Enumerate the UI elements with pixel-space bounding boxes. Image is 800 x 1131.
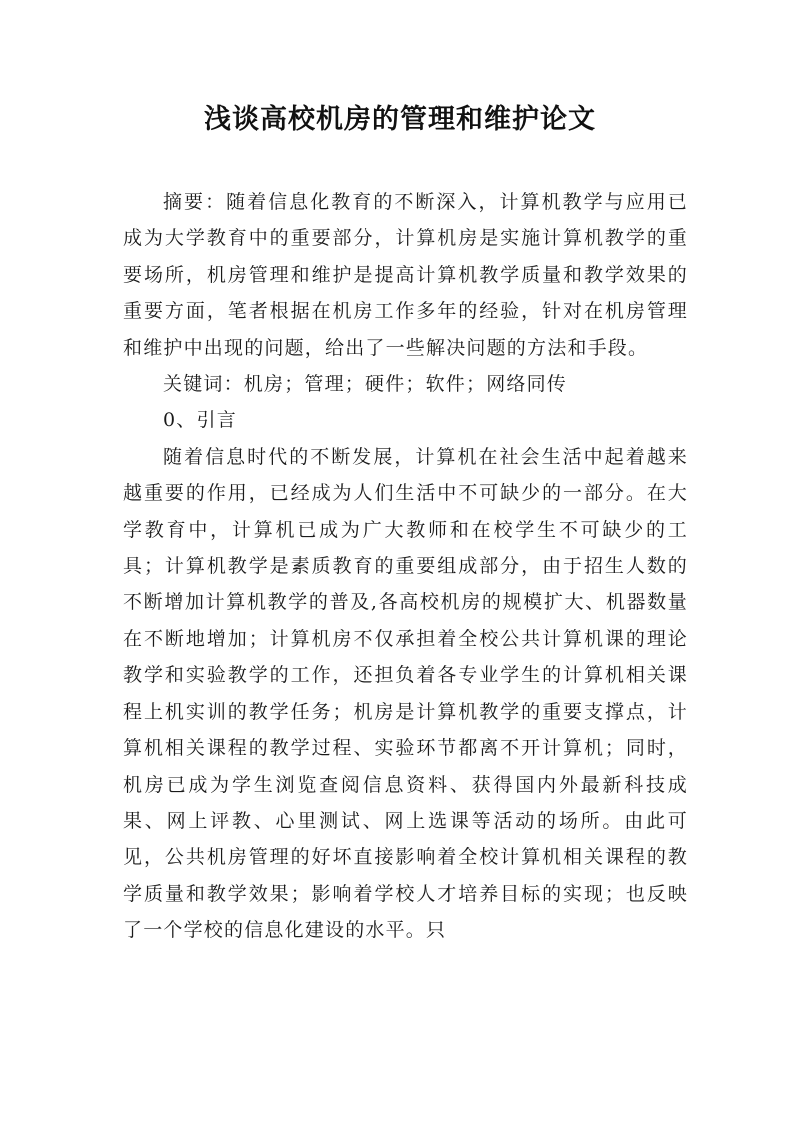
document-title: 浅谈高校机房的管理和维护论文 (204, 104, 596, 135)
keywords-paragraph: 关键词：机房；管理；硬件；软件；网络同传 (163, 373, 568, 396)
section-heading-introduction: 0、引言 (163, 409, 237, 432)
introduction-paragraph: 随着信息时代的不断发展，计算机在社会生活中起着越来越重要的作用，已经成为人们生活中不可缺少的一部分。在大学教育中，计算机已成为广大教师和在校学生不可缺少的工具；计算机教学是素质教育的重要组成部分，由于招生人数的不断增加计算机教学的普及,各高校机房的规模扩大、机器数量在不断地增加；计算机房不仅承担着全校公共计算机课的理论教学和实验教学的工作，还担负着各专业学生的计算机相关课程上机实训的教学任务；机房是计算机教学的重要支撑点，计算机相关课程的教学过程、实验环节都离不开计算机；同时，机房已成为学生浏览查阅信息资料、获得国内外最新科技成果、网上评教、心里测试、网上选课等活动的场所。由此可见，公共机房管理的好坏直接影响着全校计算机相关课程的教学质量和教学效果；影响着学校人才培养目标的实现；也反映了一个学校的信息化建设的水平。只 (123, 445, 688, 942)
document-body (123, 184, 688, 949)
abstract-paragraph: 摘要：随着信息化教育的不断深入，计算机教学与应用已成为大学教育中的重要部分，计算机房是实施计算机教学的重要场所，机房管理和维护是提高计算机教学质量和教学效果的重要方面，笔者根据在机房工作多年的经验，针对在机房管理和维护中出现的问题，给出了一些解决问题的方法和手段。 (123, 191, 688, 359)
